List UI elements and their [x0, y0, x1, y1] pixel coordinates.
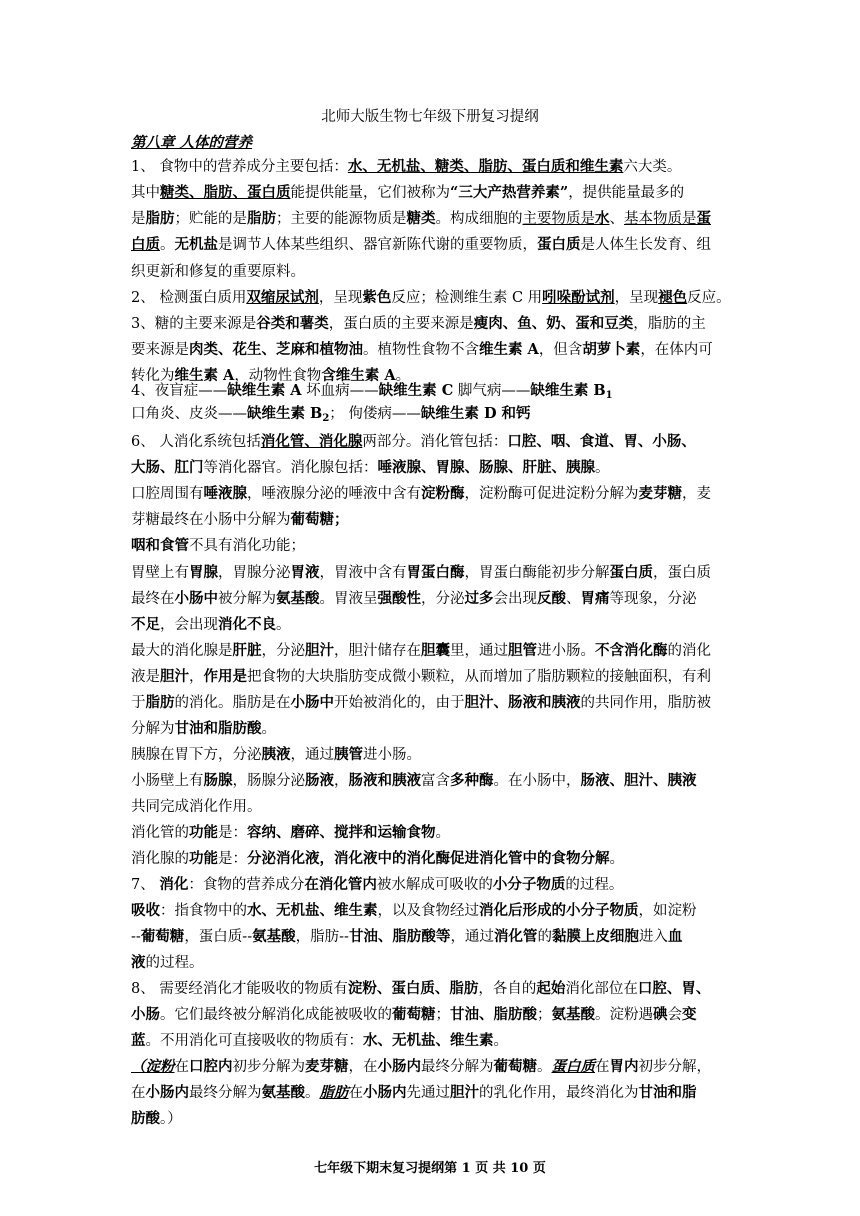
text-run: ，肠腺分泌	[232, 773, 305, 789]
text-run: 双缩尿试剂	[246, 289, 319, 306]
text-run: 1	[605, 390, 613, 401]
text-run: 会出现	[493, 591, 537, 607]
text-run: 、	[566, 591, 581, 607]
text-run: 其中	[131, 185, 160, 201]
text-run: ，分泌	[261, 643, 305, 659]
text-run: 水、无机盐、维生素	[247, 902, 378, 919]
text-run: 蛋	[696, 210, 711, 227]
text-run: 胆汁	[305, 642, 334, 659]
text-run: 肝脏	[232, 642, 262, 659]
text-run: 功能	[189, 824, 218, 841]
text-run: 胃液	[290, 564, 320, 581]
text-run: 胃腺	[189, 564, 218, 581]
page-footer: 七年级下期末复习提纲第 1 页 共 10 页	[314, 1161, 546, 1176]
text-line	[131, 927, 736, 947]
text-run: ，各自的	[478, 981, 537, 997]
text-line	[131, 288, 736, 308]
text-run: 大肠、肛门	[131, 459, 204, 476]
text-run: 。	[595, 460, 610, 476]
text-run: 糖类	[406, 210, 436, 227]
text-run: 维生素 A	[479, 341, 539, 358]
text-run: 胰腺在胃下方，分泌	[131, 747, 262, 763]
text-run: ，脂肪--	[295, 929, 349, 945]
text-run: （淀粉	[131, 1058, 175, 1075]
text-run: 胆管	[508, 642, 537, 659]
text-run: 、	[609, 211, 624, 227]
text-run: 反应。	[687, 290, 731, 306]
text-run: 反应；检测维生素 C 用	[391, 290, 543, 306]
text-run: 缺维生素 D 和钙	[420, 405, 531, 422]
text-run: ，在	[348, 1059, 378, 1075]
text-run: ；	[435, 1007, 450, 1023]
text-run: 功能	[189, 850, 218, 867]
text-run: 氨基酸	[261, 1084, 305, 1101]
text-run: 2、 检测蛋白质用	[131, 290, 247, 306]
text-run: 口腔、咽、食道、胃、小肠、	[507, 433, 696, 450]
text-run: 葡萄糖	[140, 928, 185, 945]
chapter-heading: 第八章 人体的营养	[131, 134, 253, 151]
text-run: --	[131, 929, 141, 945]
text-run: 不具有消化功能；	[189, 538, 305, 554]
text-run: 分解为	[131, 721, 175, 737]
text-run: 小肠内	[145, 1084, 189, 1101]
text-line	[131, 615, 736, 635]
text-run: ，唾液腺分泌的唾液中含有	[247, 486, 421, 502]
text-run: 。	[160, 237, 175, 253]
text-run: 不足	[131, 616, 160, 633]
text-run: 消化后形成的小分子物质	[479, 902, 639, 919]
text-run: 的过程。	[565, 877, 624, 893]
text-run: 。	[537, 1059, 552, 1075]
text-run: 消化不良	[218, 616, 276, 633]
text-line	[131, 875, 736, 895]
text-run: 肠液和胰液	[348, 772, 421, 789]
text-run: 坏血病——	[301, 383, 379, 399]
text-run: 会	[667, 1007, 682, 1023]
text-run: 变	[682, 1006, 697, 1023]
text-run: 小肠	[131, 1006, 160, 1023]
text-run: ，分泌	[421, 591, 465, 607]
text-line	[131, 771, 736, 791]
text-line	[131, 849, 736, 869]
text-run: 的	[537, 929, 552, 945]
text-line	[131, 901, 736, 921]
text-run: 水	[595, 210, 610, 227]
text-run: 口腔周围有	[131, 486, 204, 502]
text-line	[131, 797, 736, 817]
text-run: 肪酸	[131, 1110, 160, 1127]
text-run: 在	[174, 1059, 189, 1075]
text-run: 。在小肠中，	[493, 773, 581, 789]
text-line	[131, 209, 736, 229]
text-run: 葡萄糖	[392, 1006, 436, 1023]
text-line	[131, 693, 736, 713]
text-run: 在消化管内	[304, 876, 377, 893]
text-run: 。	[395, 368, 411, 384]
text-run: 的消化	[667, 643, 711, 659]
text-run: ，呈现	[318, 290, 363, 306]
text-run: 等现象，分泌	[609, 591, 697, 607]
document-title: 北师大版生物七年级下册复习提纲	[321, 109, 539, 125]
text-run: 脂肪	[247, 210, 276, 227]
text-run: 甘油和脂	[638, 1084, 697, 1101]
text-run: 小肠内	[377, 1058, 421, 1075]
text-run: ，麦	[682, 486, 711, 502]
text-line	[131, 667, 736, 687]
text-run: “三大产热营养素”	[450, 184, 569, 201]
text-run: ：指食物中的	[160, 903, 247, 919]
text-run: 口腔、胃、	[637, 980, 711, 997]
text-run: 在	[595, 1059, 610, 1075]
text-run: 胆汁、肠液和胰液	[464, 694, 581, 711]
text-run: 胃蛋白酶	[406, 564, 465, 581]
text-line	[131, 563, 736, 583]
text-run: 转化为	[131, 368, 175, 384]
text-run: 开始被消化的，由于	[334, 695, 465, 711]
text-run: 反酸	[537, 590, 566, 607]
text-line	[131, 262, 736, 282]
text-run: 。	[609, 851, 624, 867]
text-run: 先通过	[406, 1085, 450, 1101]
text-run: 是：	[218, 825, 247, 841]
text-run: 7、	[131, 877, 160, 893]
text-run: 甘油、脂肪酸	[450, 1006, 537, 1023]
text-run: 容纳、磨碎、搅拌和运输食物	[247, 824, 436, 841]
text-run: 富含	[421, 773, 450, 789]
text-run: 葡萄糖	[493, 1058, 537, 1075]
text-run: 作用是	[203, 668, 247, 685]
text-run: 小分子物质	[492, 876, 566, 893]
text-run: 无机盐	[174, 236, 218, 253]
text-run: 水、无机盐、糖类、脂肪、蛋白质和维生素	[347, 158, 624, 175]
text-run: 最终在	[131, 591, 175, 607]
text-run: 被水解成可吸收的	[376, 877, 493, 893]
text-run: 最终分解为	[421, 1059, 494, 1075]
text-run: 胃壁上有	[131, 565, 189, 581]
text-run: ；	[537, 1007, 552, 1023]
text-run: 缺维生素 B	[247, 405, 323, 422]
text-run: ，但含	[538, 342, 583, 358]
text-run: 。	[435, 825, 450, 841]
text-run: 肠腺	[203, 772, 233, 789]
text-run: ； 佝偻病——	[329, 406, 421, 422]
text-run: 两部分。消化管包括：	[362, 434, 508, 450]
text-run: 。）	[160, 1111, 182, 1127]
text-run: 缺维生素 C	[378, 382, 454, 399]
text-run: 。淀粉遇	[595, 1007, 653, 1023]
text-line	[131, 953, 736, 973]
text-run: 蛋白质	[551, 1058, 595, 1075]
text-run: 多种酶	[450, 772, 494, 789]
text-run: 褪色	[658, 289, 688, 306]
text-run: 消化部位在	[565, 981, 638, 997]
text-run: 口腔内	[189, 1058, 233, 1075]
text-line	[131, 314, 736, 334]
text-run: 消化	[159, 876, 189, 893]
text-run: 脂肪	[319, 1084, 349, 1101]
text-run: 最终分解为	[189, 1085, 262, 1101]
text-run: 瘦肉、鱼、奶、蛋和豆类	[473, 315, 634, 332]
text-run: 紫色	[362, 289, 392, 306]
text-line	[131, 404, 736, 429]
text-line	[131, 823, 736, 843]
text-run: ，淀粉酶可促进淀粉分解为	[464, 486, 639, 502]
text-run: ；贮能的是	[174, 211, 247, 227]
text-run: 葡萄糖；	[290, 511, 349, 528]
text-line	[131, 1031, 736, 1051]
text-run: 缺维生素 A	[227, 382, 302, 399]
text-line	[131, 340, 736, 360]
text-run: ，胆汁储存在	[334, 643, 421, 659]
text-run: 共同完成消化作用。	[131, 799, 262, 815]
text-run: 是调节人体某些组织、器官新陈代谢的重要物质，	[218, 237, 537, 253]
text-run: 口角炎、皮炎——	[131, 406, 247, 422]
text-run: 。它们最终被分解消化成能被吸收的	[160, 1007, 392, 1023]
text-run: 脂肪	[145, 694, 175, 711]
text-run: 谷类和薯类	[256, 315, 329, 332]
text-run: ，在体内可	[640, 342, 713, 358]
text-run: ，	[334, 773, 349, 789]
text-run: 是：	[218, 851, 247, 867]
text-run: 氨基酸	[276, 590, 320, 607]
text-run: 消化管的	[131, 825, 189, 841]
text-run: 2	[322, 413, 330, 424]
text-run: 小肠中	[290, 694, 334, 711]
text-run: 麦芽糖	[305, 1058, 349, 1075]
text-run: 初步分解，	[638, 1059, 711, 1075]
text-run: 胡萝卜素	[582, 341, 641, 358]
text-run: 脚气病——	[453, 383, 531, 399]
text-run: ；主要的能源物质是	[276, 211, 407, 227]
text-run: 小肠中	[174, 590, 218, 607]
text-run: ，蛋白质--	[184, 929, 253, 945]
text-run: ，胃蛋白酶能初步分解	[464, 565, 610, 581]
text-run: 。植物性食物不含	[363, 342, 479, 358]
text-run: ，	[189, 669, 204, 685]
text-line	[131, 641, 736, 661]
text-line	[131, 458, 736, 478]
text-line	[131, 510, 736, 530]
text-line	[131, 1109, 736, 1129]
text-run: 胃内	[609, 1058, 639, 1075]
text-run: ，胃液中含有	[319, 565, 407, 581]
text-run: 最大的消化腺是	[131, 643, 233, 659]
text-run: ：食物的营养成分	[188, 877, 305, 893]
text-run: 糖类、脂肪、蛋白质	[160, 184, 291, 201]
text-line	[131, 1057, 736, 1077]
text-run: ，脂肪的主	[633, 316, 706, 332]
text-run: ，会出现	[160, 617, 218, 633]
text-run: ，如淀粉	[638, 903, 697, 919]
text-run: 进小肠。	[363, 747, 421, 763]
text-line	[131, 183, 736, 203]
text-run: 。构成细胞的	[435, 211, 523, 227]
text-run: 甘油和脂肪酸	[174, 720, 262, 737]
text-line	[131, 157, 736, 177]
text-run: 把食物的大块脂肪变成微小颗粒，从而增加了脂肪颗粒的接触面积，有利	[247, 669, 711, 685]
text-run: 能提供能量，它们被称为	[290, 185, 450, 201]
text-run: 脂肪	[145, 210, 175, 227]
text-run: 液是	[131, 669, 160, 685]
text-line	[131, 979, 736, 999]
text-run: 水、无机盐、维生素	[363, 1032, 494, 1049]
text-run: ，蛋白质的主要来源是	[328, 316, 474, 332]
text-run: 。胃液呈	[319, 591, 378, 607]
text-run: ，蛋白质	[653, 565, 711, 581]
text-line	[131, 432, 736, 452]
text-run: 6、 人消化系统包括	[131, 434, 261, 450]
text-run: 胆汁	[450, 1084, 479, 1101]
text-run: ，通过	[290, 747, 334, 763]
text-run: 基本物质是	[624, 211, 697, 227]
text-line	[131, 484, 736, 504]
text-line	[131, 589, 736, 609]
text-run: 胆汁	[160, 668, 189, 685]
text-run: 肉类、花生、芝麻和植物油	[189, 341, 363, 358]
text-run: 碘	[653, 1006, 668, 1023]
text-run: 1、 食物中的营养成分主要包括：	[131, 159, 348, 175]
text-run: 。	[305, 1085, 320, 1101]
text-run: 胰液	[261, 746, 291, 763]
text-run: 黏膜上皮细胞	[551, 928, 639, 945]
text-line	[131, 1083, 736, 1103]
text-line	[131, 719, 736, 739]
text-run: 的过程。	[145, 955, 204, 971]
text-line	[131, 1005, 736, 1025]
text-run: 吸收	[131, 902, 160, 919]
text-run: 液	[131, 954, 146, 971]
text-run: 4、夜盲症——	[131, 383, 228, 399]
text-run: 进入	[638, 929, 668, 945]
text-run: 过多	[464, 590, 494, 607]
text-line	[131, 745, 736, 765]
text-line	[131, 536, 736, 556]
text-run: 蛋白质	[537, 236, 581, 253]
text-line	[131, 235, 736, 255]
text-run: 缺维生素 B	[530, 382, 606, 399]
text-run: ，动物性食物	[234, 368, 322, 384]
text-run: 甘油、脂肪酸等	[348, 928, 451, 945]
text-run: 起始	[536, 980, 566, 997]
text-run: 不含消化酶	[595, 642, 668, 659]
text-run: ，呈现	[614, 290, 659, 306]
text-run: ，胃腺分泌	[218, 565, 291, 581]
text-run: 胆囊	[421, 642, 450, 659]
text-run: 8、 需要经消化才能吸收的物质有	[131, 981, 348, 997]
text-run: 血	[667, 928, 683, 945]
text-run: 初步分解为	[232, 1059, 305, 1075]
text-run: 肠液	[305, 772, 334, 789]
text-run: 蛋白质	[609, 564, 653, 581]
text-run: 麦芽糖	[638, 485, 682, 502]
text-run: 消化腺的	[131, 851, 189, 867]
text-run: 白质	[131, 236, 160, 253]
text-run: 等消化器官。消化腺包括：	[203, 460, 378, 476]
text-run: 芽糖最终在小肠中分解为	[131, 512, 291, 528]
text-run: 维生素 A	[174, 367, 235, 384]
text-run: 。不用消化可直接吸收的物质有：	[145, 1033, 363, 1049]
text-run: 。	[276, 617, 291, 633]
text-run: 淀粉酶	[421, 485, 465, 502]
text-run: 的共同作用，脂肪被	[580, 695, 711, 711]
text-run: 小肠内	[363, 1084, 407, 1101]
text-run: 消化管、消化腺	[260, 433, 363, 450]
text-run: 分泌消化液，消化液中的消化酶促进消化管中的食物分解	[247, 850, 610, 867]
text-run: 3、糖的主要来源是	[131, 316, 257, 332]
text-run: 在	[348, 1085, 363, 1101]
text-run: 蓝	[131, 1032, 146, 1049]
text-run: 咽和食管	[131, 537, 189, 554]
text-run: 进小肠。	[537, 643, 595, 659]
text-run: 织更新和修复的重要原料。	[131, 264, 305, 280]
text-run: 被分解为	[218, 591, 276, 607]
text-run: 在	[131, 1085, 146, 1101]
text-run: 六大类。	[623, 159, 682, 175]
text-run: 唾液腺	[203, 485, 247, 502]
text-run: 吲哚酚试剂	[542, 289, 615, 306]
text-run: ，通过	[450, 929, 494, 945]
text-run: 含维生素 A	[321, 367, 396, 384]
text-run: 唾液腺、胃腺、肠腺、肝脏、胰腺	[377, 459, 595, 476]
text-run: 里，通过	[450, 643, 508, 659]
text-run: 主要物质是	[522, 211, 595, 227]
text-run: 消化管	[493, 928, 538, 945]
text-run: 强酸性	[377, 590, 421, 607]
text-run: 淀粉、蛋白质、脂肪	[347, 980, 479, 997]
text-run: 胃痛	[580, 590, 610, 607]
text-run: ，以及食物经过	[377, 903, 479, 919]
text-run: 。	[493, 1033, 508, 1049]
text-run: 的消化。脂肪是在	[174, 695, 291, 711]
text-run: ，提供能量最多的	[568, 185, 685, 201]
text-run: 。	[261, 721, 276, 737]
text-run: 的乳化作用，最终消化为	[479, 1085, 639, 1101]
text-run: 于	[131, 695, 146, 711]
text-run: 氨基酸	[252, 928, 296, 945]
text-run: 肠液、胆汁、胰液	[580, 772, 697, 789]
text-run: 是	[131, 211, 146, 227]
text-line	[131, 381, 736, 406]
text-run: 小肠壁上有	[131, 773, 204, 789]
text-run: 氨基酸	[551, 1006, 595, 1023]
text-run: 要来源是	[131, 342, 189, 358]
text-run: 是人体生长发育、组	[580, 237, 711, 253]
text-run: 胰管	[334, 746, 363, 763]
